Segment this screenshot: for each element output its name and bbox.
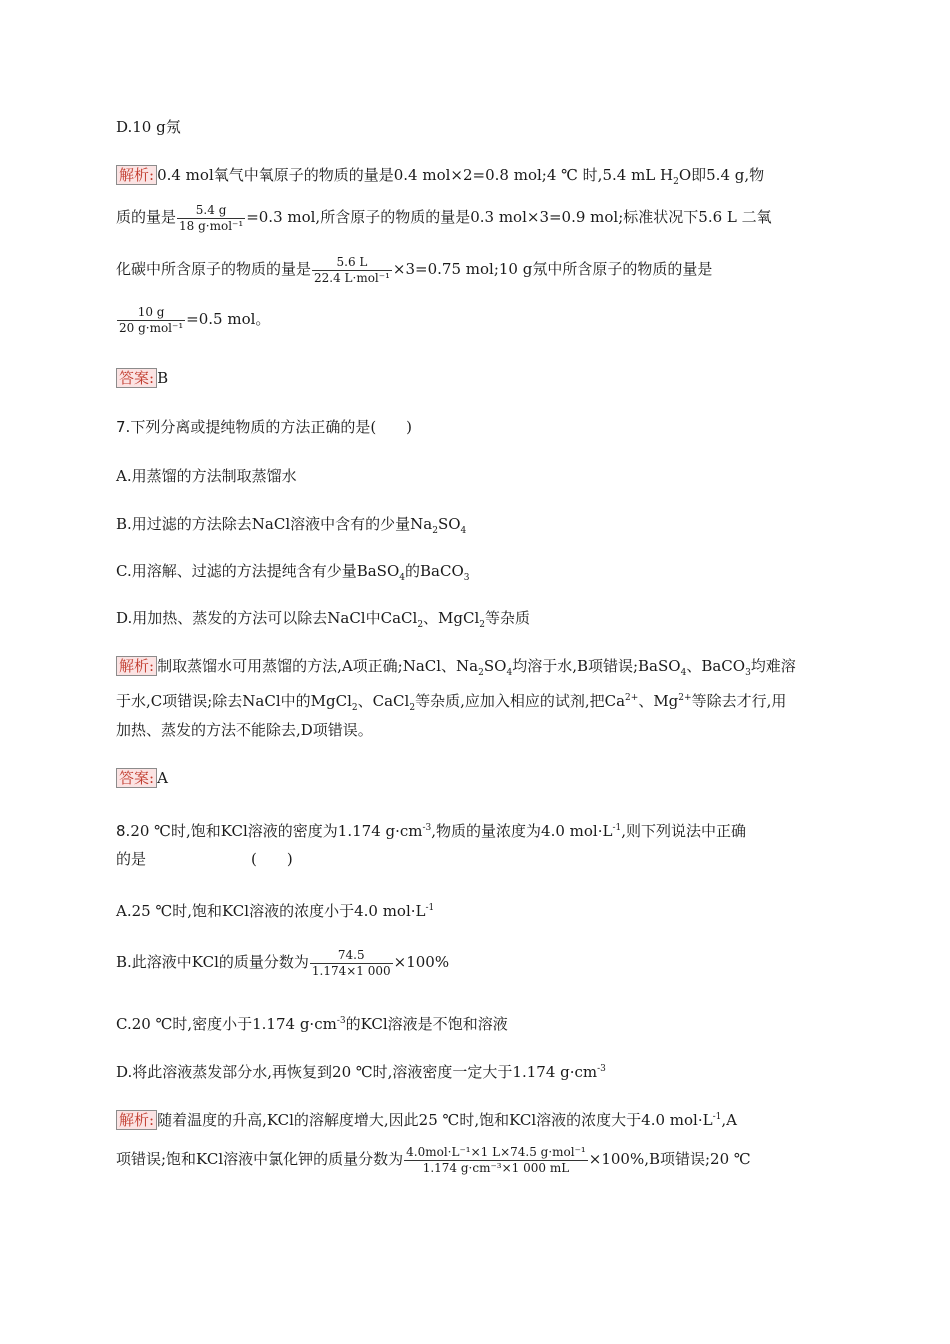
subscript: 3 [745,668,751,678]
fraction-numerator: 10 g [137,304,165,319]
q8-analysis-line-1 [116,1107,737,1130]
text: 化碳中所含原子的物质的量是 [116,260,312,278]
q7-analysis-line-2 [116,688,786,718]
q7-analysis-line-1 [116,656,796,683]
text: ×100%,B项错误;20 ℃ [588,1150,751,1168]
subscript: 2 [479,620,486,630]
text: =0.5 mol。 [186,310,271,328]
q7-option-d [116,608,530,635]
fraction-denominator: 20 g·mol⁻¹ [119,320,184,335]
superscript: -1 [612,823,622,833]
text: 均难溶 [750,657,796,675]
text: 、Mg [638,692,679,710]
subscript: 4 [680,668,687,678]
q8-option-d [116,1059,606,1082]
text: 均溶于水,B项错误;BaSO [512,657,681,675]
text: A.25 ℃时,饱和KCl溶液的浓度小于4.0 mol·L [116,902,426,920]
fraction [177,203,245,234]
q8-option-b [116,945,449,979]
answer-tag: 答案: [116,768,157,788]
text: =0.3 mol,所含原子的物质的量是0.3 mol×3=0.9 mol;标准状况下5.6 L 二氧 [246,208,772,226]
answer-value: B [157,369,169,387]
q8-stem-line-1 [116,818,746,841]
fraction [312,255,392,286]
text: 20 ℃时,饱和KCl溶液的密度为1.174 g·cm [130,822,423,840]
q8-option-a [116,898,434,921]
analysis-tag: 解析: [116,165,157,185]
q7-analysis-line-3 [116,720,373,740]
answer-value: A [157,769,168,787]
fraction [117,305,185,336]
q6-option-d [116,117,181,137]
analysis-tag: 解析: [116,1110,157,1130]
q6-answer [116,368,168,388]
text: ×100% [393,953,450,971]
text: D.将此溶液蒸发部分水,再恢复到20 ℃时,溶液密度一定大于1.174 g·cm [116,1063,598,1081]
subscript: 3 [463,573,470,583]
q6-analysis-line-4 [116,302,270,336]
text: 等除去才行,用 [691,692,787,710]
question-number: 8. [116,822,131,840]
q8-option-c [116,1011,508,1034]
q6-option-d-text: D.10 g氖 [116,118,181,136]
q6-analysis-line-3 [116,252,712,286]
answer-tag: 答案: [116,368,157,388]
superscript: -1 [425,903,435,913]
subscript: 4 [506,668,513,678]
text: D.用加热、蒸发的方法可以除去NaCl中CaCl [116,609,418,627]
text: 项错误;饱和KCl溶液中氯化钾的质量分数为 [116,1150,404,1168]
text: 0.4 mol氧气中氧原子的物质的量是0.4 mol×2=0.8 mol;4 ℃ 时,5.4 mL H [157,166,674,184]
q7-option-c [116,561,469,588]
q6-analysis-line-1 [116,165,764,192]
q7-answer [116,768,168,788]
text: SO [483,657,507,675]
q7-option-a [116,466,297,486]
text: 、BaCO [686,657,746,675]
question-number: 7. [116,418,131,436]
fraction-numerator: 74.5 [337,947,365,962]
analysis-tag: 解析: [116,656,157,676]
question-stem: 下列分离或提纯物质的方法正确的是( ) [130,418,413,436]
superscript: -3 [336,1016,346,1026]
subscript: 2 [351,703,358,713]
q8-analysis-line-2 [116,1142,751,1176]
text: SO [437,515,461,533]
subscript: 2 [417,620,424,630]
text: 随着温度的升高,KCl的溶解度增大,因此25 ℃时,饱和KCl溶液的浓度大于4.0 mol·L [157,1111,713,1129]
text: 、MgCl [423,609,480,627]
fraction-denominator: 18 g·mol⁻¹ [179,218,244,233]
text: 等杂质,应加入相应的试剂,把Ca [415,692,626,710]
fraction-denominator: 22.4 L·mol⁻¹ [314,270,390,285]
text: 于水,C项错误;除去NaCl中的MgCl [116,692,352,710]
superscript: -3 [597,1064,606,1074]
q7-stem [116,417,412,437]
superscript: -3 [422,823,432,833]
superscript: 2+ [625,693,639,703]
subscript: 2 [673,177,679,187]
text: B.用过滤的方法除去NaCl溶液中含有的少量Na [116,515,433,533]
subscript: 2 [432,526,438,536]
subscript: 4 [399,573,405,583]
fraction-denominator: 1.174×1 000 [311,963,391,978]
fraction-numerator: 5.6 L [336,254,368,269]
subscript: 2 [478,668,484,678]
text: ,则下列说法中正确 [621,822,747,840]
text: C.用溶解、过滤的方法提纯含有少量BaSO [116,562,400,580]
text: 的BaCO [405,562,464,580]
text: 等杂质 [485,609,531,627]
superscript: 2+ [678,693,692,703]
q6-analysis-line-2 [116,200,772,234]
text: ,物质的量浓度为4.0 mol·L [431,822,613,840]
text: ×3=0.75 mol;10 g氖中所含原子的物质的量是 [392,260,713,278]
text: ,A [721,1111,737,1129]
text: A.用蒸馏的方法制取蒸馏水 [116,467,297,485]
text: B.此溶液中KCl的质量分数为 [116,953,309,971]
text: 的KCl溶液是不饱和溶液 [345,1015,508,1033]
superscript: -1 [712,1112,722,1122]
q7-option-b [116,514,466,541]
text: O即5.4 g,物 [678,166,765,184]
q8-stem-line-2 [116,849,293,869]
subscript: 2 [409,703,416,713]
fraction-numerator: 4.0mol·L⁻¹×1 L×74.5 g·mol⁻¹ [406,1144,586,1159]
fraction-denominator: 1.174 g·cm⁻³×1 000 mL [404,1160,588,1176]
text: 加热、蒸发的方法不能除去,D项错误。 [116,721,373,739]
text: 、CaCl [357,692,410,710]
text: C.20 ℃时,密度小于1.174 g·cm [116,1015,337,1033]
fraction-numerator: 5.4 g [195,202,227,217]
subscript: 4 [460,526,467,536]
fraction [310,948,393,979]
fraction [404,1145,588,1176]
text: 质的量是 [116,208,177,226]
text: 制取蒸馏水可用蒸馏的方法,A项正确;NaCl、Na [157,657,479,675]
text: 的是 ( ) [116,850,293,868]
